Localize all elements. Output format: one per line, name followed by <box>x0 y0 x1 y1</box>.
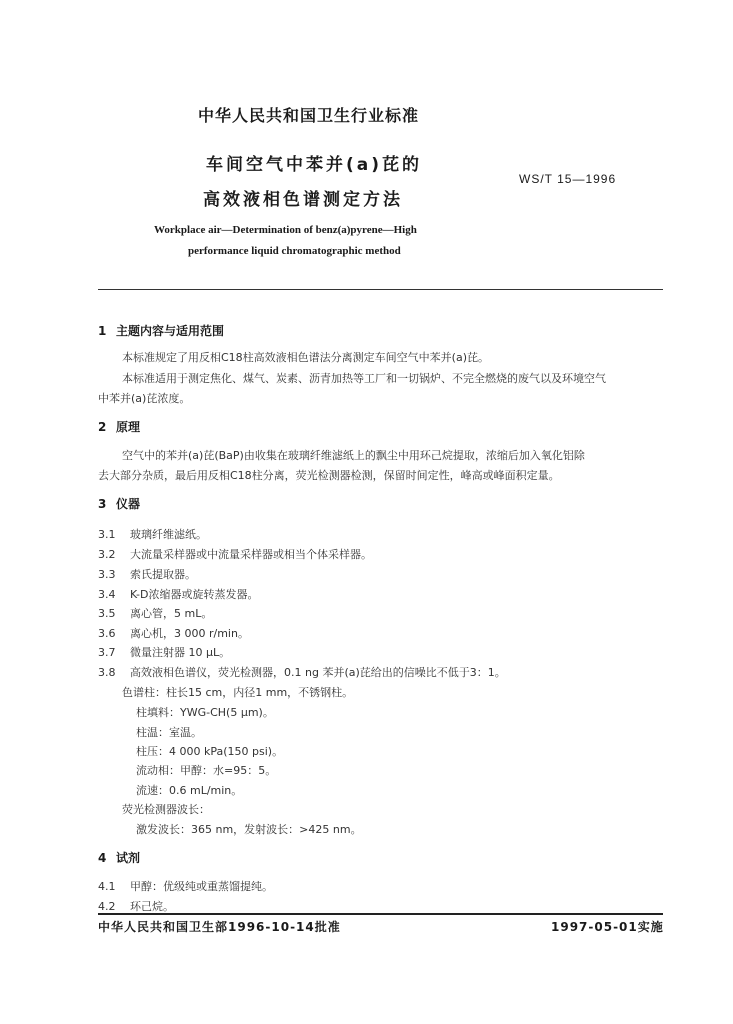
section-title: 原理 <box>116 420 141 434</box>
section-1-heading <box>98 322 224 339</box>
section-2-paragraph: 空气中的苯并(a)芘(BaP)由收集在玻璃纤维滤纸上的飘尘中用环己烷提取，浓缩后加入氧化铝除 <box>122 449 585 462</box>
column-param: 柱温：室温。 <box>136 726 202 739</box>
detector-spec: 荧光检测器波长： <box>122 803 210 816</box>
section-2-paragraph-cont: 去大部分杂质，最后用反相C18柱分离，荧光检测器检测，保留时间定性，峰高或峰面积定量。 <box>98 469 560 482</box>
section-title: 试剂 <box>116 851 141 865</box>
english-title-line-1: Workplace air—Determination of benz(a)pyrene—High <box>154 224 417 236</box>
section-number: 2 <box>98 420 107 434</box>
column-spec: 色谱柱：柱长15 cm，内径1 mm，不锈钢柱。 <box>122 686 354 699</box>
implementation-date: 1997-05-01实施 <box>551 920 664 934</box>
list-item: 3.3 索氏提取器。 <box>98 568 196 581</box>
section-number: 3 <box>98 497 107 511</box>
list-item: 3.8 高效液相色谱仪，荧光检测器，0.1 ng 苯并(a)芘给出的信噪比不低于3：1。 <box>98 666 506 679</box>
list-item: 4.2 环己烷。 <box>98 900 174 913</box>
approval-date: 中华人民共和国卫生部1996-10-14批准 <box>98 920 341 934</box>
list-item: 3.5 离心管，5 mL。 <box>98 607 213 620</box>
section-2-heading <box>98 418 140 435</box>
section-title: 主题内容与适用范围 <box>116 324 225 338</box>
detector-param: 激发波长：365 nm，发射波长：>425 nm。 <box>136 823 362 836</box>
column-param: 流速：0.6 mL/min。 <box>136 784 243 797</box>
list-item: 3.2 大流量采样器或中流量采样器或相当个体采样器。 <box>98 548 372 561</box>
list-item: 3.4 K-D浓缩器或旋转蒸发器。 <box>98 588 259 601</box>
column-param: 柱填料：YWG-CH(5 μm)。 <box>136 706 274 719</box>
section-4-heading <box>98 849 140 866</box>
header-divider <box>98 289 663 290</box>
section-1-paragraph-1: 本标准规定了用反相C18柱高效液相色谱法分离测定车间空气中苯并(a)芘。 <box>122 351 489 364</box>
footer-divider <box>98 913 663 915</box>
list-item: 3.7 微量注射器 10 μL。 <box>98 646 231 659</box>
column-param: 流动相：甲醇：水=95：5。 <box>136 764 277 777</box>
section-number: 4 <box>98 851 107 865</box>
section-1-paragraph-2-cont: 中苯并(a)芘浓度。 <box>98 392 191 405</box>
title-line-1: 车间空气中苯并(a)芘的 <box>206 155 423 175</box>
section-title: 仪器 <box>116 497 141 511</box>
title-line-2: 高效液相色谱测定方法 <box>203 190 403 210</box>
section-number: 1 <box>98 324 107 338</box>
list-item: 3.1 玻璃纤维滤纸。 <box>98 528 207 541</box>
column-param: 柱压：4 000 kPa(150 psi)。 <box>136 745 284 758</box>
standard-number: WS/T 15—1996 <box>519 172 617 186</box>
list-item: 4.1 甲醇：优级纯或重蒸馏提纯。 <box>98 880 273 893</box>
issuing-agency: 中华人民共和国卫生行业标准 <box>198 106 420 125</box>
section-3-heading <box>98 495 140 512</box>
english-title-line-2: performance liquid chromatographic method <box>188 245 401 257</box>
list-item: 3.6 离心机，3 000 r/min。 <box>98 627 249 640</box>
section-1-paragraph-2: 本标准适用于测定焦化、煤气、炭素、沥青加热等工厂和一切锅炉、不完全燃烧的废气以及环境空气 <box>122 372 606 385</box>
